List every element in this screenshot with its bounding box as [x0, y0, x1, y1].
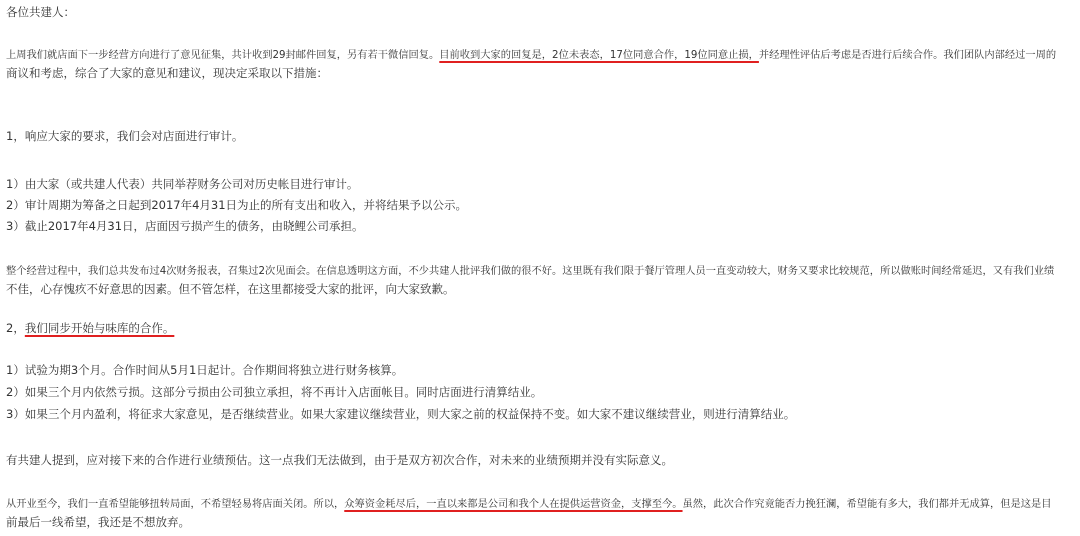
- closing-underlined-funding: 众筹资金耗尽后，一直以来都是公司和我个人在提供运营资金，支撑至今。: [344, 498, 683, 510]
- section2-heading-underlined: 我们同步开始与味库的合作。: [24, 321, 175, 335]
- intro-text-a: 上周我们就店面下一步经营方向进行了意见征集，共计收到29封邮件回复，另有若干微信回复。: [6, 49, 440, 61]
- section1-heading: 1，响应大家的要求，我们会对店面进行审计。: [6, 129, 244, 143]
- closing-line-2: 前最后一线希望，我还是不想放弃。: [6, 515, 190, 529]
- greeting: 各位共建人：: [6, 5, 75, 19]
- section1-item-2: 2）审计周期为筹备之日起到2017年4月31日为止的所有支出和收入，并将结果予以公示。: [6, 198, 468, 212]
- closing-text-b: 虽然，此次合作究竟能否力挽狂澜，希望能有多大，我们都并无成算，但是这是目: [682, 498, 1052, 510]
- section2-item-2: 2）如果三个月内依然亏损。这部分亏损由公司独立承担，将不再计入店面帐目。同时店面进行清算结业。: [6, 385, 543, 399]
- section2-heading-number: 2，: [6, 321, 25, 335]
- section1-item-1: 1）由大家（或共建人代表）共同举荐财务公司对历史帐目进行审计。: [6, 177, 359, 191]
- section2-heading: [6, 320, 174, 336]
- intro-underlined-stats: 目前收到大家的回复是，2位未表态，17位同意合作，19位同意止损，: [439, 49, 759, 61]
- section2-item-1: 1）试验为期3个月。合作时间从5月1日起计。合作期间将独立进行财务核算。: [6, 363, 404, 377]
- intro-line-1: [6, 47, 1056, 63]
- expectation-paragraph: 有共建人提到，应对接下来的合作进行业绩预估。这一点我们无法做到，由于是双方初次合作，对未来的业绩预期并没有实际意义。: [6, 453, 673, 467]
- section1-paragraph-line-1: 整个经营过程中，我们总共发布过4次财务报表，召集过2次见面会。在信息透明这方面，不少共建人批评我们做的很不好。这里既有我们限于餐厅管理人员一直变动较大，财务又要求比较规范，所以做账时间经常延迟，又有我们业绩: [6, 265, 1055, 277]
- section1-paragraph-line-2: 不佳，心存愧疚不好意思的因素。但不管怎样，在这里都接受大家的批评，向大家致歉。: [6, 282, 455, 296]
- closing-text-a: 从开业至今，我们一直希望能够扭转局面，不希望轻易将店面关闭。所以，: [6, 498, 345, 510]
- intro-text-b: 并经理性评估后考虑是否进行后续合作。我们团队内部经过一周的: [758, 49, 1057, 61]
- section1-item-3: 3）截止2017年4月31日，店面因亏损产生的债务，由晓鲤公司承担。: [6, 219, 364, 233]
- intro-line-2: 商议和考虑，综合了大家的意见和建议，现决定采取以下措施：: [6, 66, 328, 80]
- section2-item-3: 3）如果三个月内盈利，将征求大家意见，是否继续营业。如果大家建议继续营业，则大家之前的权益保持不变。如大家不建议继续营业，则进行清算结业。: [6, 407, 796, 421]
- closing-line-1: [6, 496, 1052, 512]
